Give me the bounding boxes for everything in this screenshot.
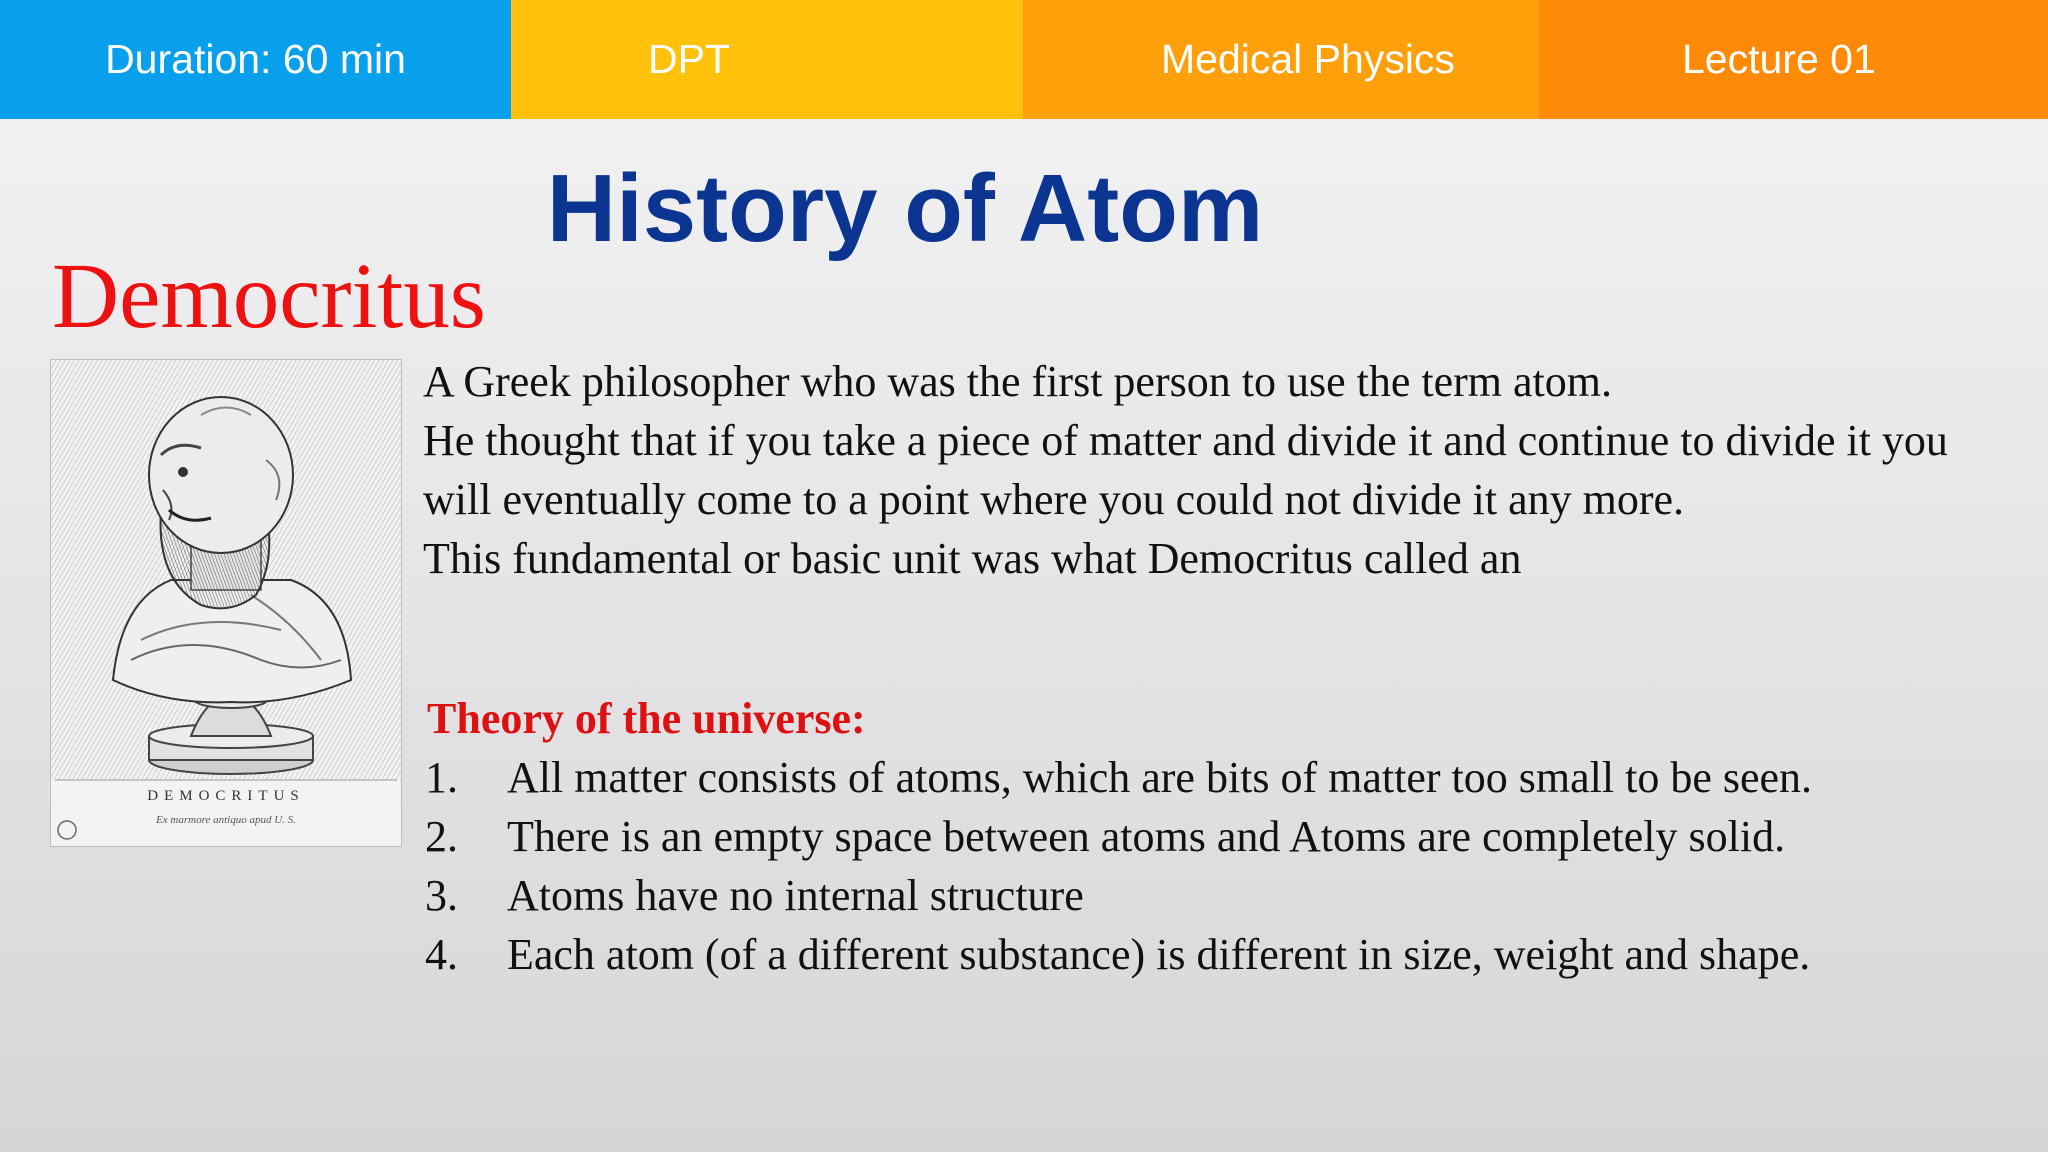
paragraph: He thought that if you take a piece of matter and divide it and continue to divide it you will eventually come to a point where you could not divide it any more. (423, 416, 1948, 524)
program-label: DPT (511, 0, 1023, 119)
paragraph: This fundamental or basic unit was what Democritus called an (423, 534, 1522, 583)
list-text: There is an empty space between atoms and Atoms are completely solid. (507, 812, 1786, 861)
duration-label: Duration: 60 min (0, 0, 511, 119)
lecture-label: Lecture 01 (1539, 0, 2048, 119)
list-text: Each atom (of a different substance) is different in size, weight and shape. (507, 930, 1811, 979)
course-label: Medical Physics (1023, 0, 1539, 119)
subject-heading: Democritus (52, 245, 486, 348)
theory-heading: Theory of the universe: (427, 694, 866, 743)
header-bar (0, 0, 2048, 119)
portrait-caption: Ex marmore antiquo apud U. S. (156, 814, 296, 826)
bust-engraving (51, 360, 401, 846)
list-item (425, 866, 2035, 925)
theory-list (425, 748, 2035, 984)
list-number: 2. (425, 812, 458, 861)
portrait-name: DEMOCRITUS (147, 788, 305, 804)
list-number: 1. (425, 753, 458, 802)
list-text: All matter consists of atoms, which are bits of matter too small to be seen. (507, 753, 1813, 802)
intro-text (423, 352, 2023, 588)
slide-title: History of Atom (546, 155, 1264, 262)
list-item (425, 748, 2035, 807)
list-number: 3. (425, 871, 458, 920)
list-item (425, 807, 2035, 866)
paragraph: A Greek philosopher who was the first person to use the term atom. (423, 357, 1612, 406)
list-item (425, 925, 2035, 984)
list-number: 4. (425, 930, 458, 979)
democritus-portrait (50, 359, 402, 847)
list-text: Atoms have no internal structure (507, 871, 1084, 920)
